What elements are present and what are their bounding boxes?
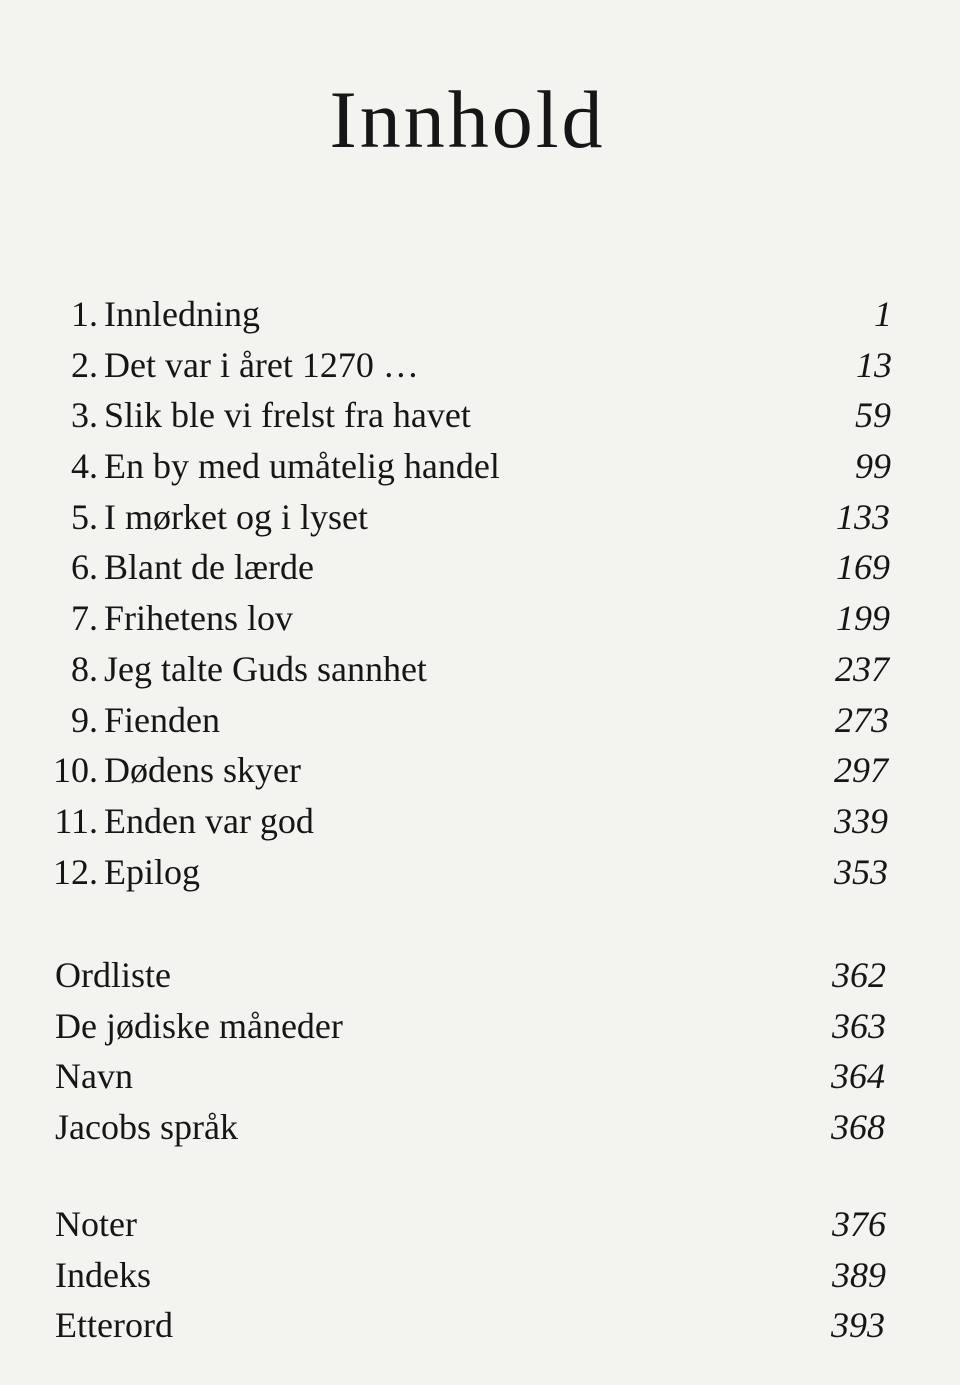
toc-entry (0, 492, 960, 543)
entry-title: Innledning (104, 294, 260, 334)
entry-title: I mørket og i lyset (104, 496, 368, 537)
chapter-number: 4. (71, 446, 98, 487)
entry-title: Fienden (104, 699, 220, 740)
entry-title: Noter (55, 1204, 137, 1244)
chapter-number: 12. (53, 851, 98, 892)
page-number: 393 (831, 1305, 885, 1346)
page-number: 133 (836, 496, 890, 537)
toc-entry (0, 441, 960, 492)
toc-entry (0, 950, 960, 1001)
page-number: 368 (831, 1107, 885, 1148)
toc-entry (0, 1199, 960, 1250)
entry-title: Indeks (55, 1254, 151, 1295)
entry-title: Frihetens lov (104, 598, 293, 639)
page-number: 376 (832, 1204, 886, 1244)
page-number: 99 (855, 446, 891, 487)
entry-title: Dødens skyer (104, 750, 301, 791)
chapter-number: 7. (71, 598, 98, 639)
page-number: 237 (835, 648, 889, 689)
entry-title: Jacobs språk (55, 1107, 238, 1148)
entry-title: Blant de lærde (104, 547, 314, 588)
page-number: 169 (836, 547, 890, 588)
toc-entry (0, 289, 960, 340)
entry-title: Ordliste (55, 955, 171, 995)
toc-entry (0, 695, 960, 746)
entry-title: Epilog (104, 851, 200, 892)
entry-title: Enden var god (104, 800, 314, 841)
entry-title: Navn (55, 1056, 133, 1097)
toc-entry (0, 1051, 960, 1102)
chapter-number: 3. (71, 395, 98, 436)
page-number: 59 (855, 395, 891, 436)
chapter-number: 11. (54, 800, 98, 841)
page-number: 199 (836, 598, 890, 639)
chapter-number: 5. (71, 496, 98, 537)
entry-title: De jødiske måneder (55, 1005, 343, 1046)
toc-entry (0, 593, 960, 644)
page-number: 13 (856, 344, 892, 385)
entry-title: En by med umåtelig handel (104, 446, 500, 487)
toc-entry (0, 390, 960, 441)
toc-entry (0, 340, 960, 391)
chapter-number: 2. (71, 344, 98, 385)
toc-entry (0, 1250, 960, 1301)
toc-entry (0, 1300, 960, 1351)
chapter-number: 10. (53, 750, 98, 791)
chapter-number: 6. (71, 547, 98, 588)
page-number: 363 (832, 1005, 886, 1046)
chapter-number: 9. (71, 699, 98, 740)
toc-entry (0, 542, 960, 593)
chapter-number: 8. (71, 648, 98, 689)
toc-entry (0, 644, 960, 695)
toc-entry (0, 1102, 960, 1153)
page-number: 364 (831, 1056, 885, 1097)
entry-title: Etterord (55, 1305, 173, 1346)
page-number: 297 (834, 750, 888, 791)
toc-entry (0, 1001, 960, 1052)
back-matter-list (0, 1199, 960, 1351)
page-number: 362 (832, 955, 886, 995)
toc-entry (0, 745, 960, 796)
page-number: 339 (834, 800, 888, 841)
page-number: 389 (832, 1254, 886, 1295)
page-title: Innhold (329, 73, 606, 165)
chapter-number: 1. (71, 294, 98, 334)
appendix-list (0, 950, 960, 1153)
chapter-list (0, 289, 960, 897)
toc-entry (0, 796, 960, 847)
page-number: 1 (874, 294, 892, 334)
page-number: 273 (835, 699, 889, 740)
page-number: 353 (834, 851, 888, 892)
entry-title: Jeg talte Guds sannhet (104, 648, 427, 689)
toc-entry (0, 847, 960, 898)
entry-title: Slik ble vi frelst fra havet (104, 395, 471, 436)
entry-title: Det var i året 1270 … (104, 344, 419, 385)
